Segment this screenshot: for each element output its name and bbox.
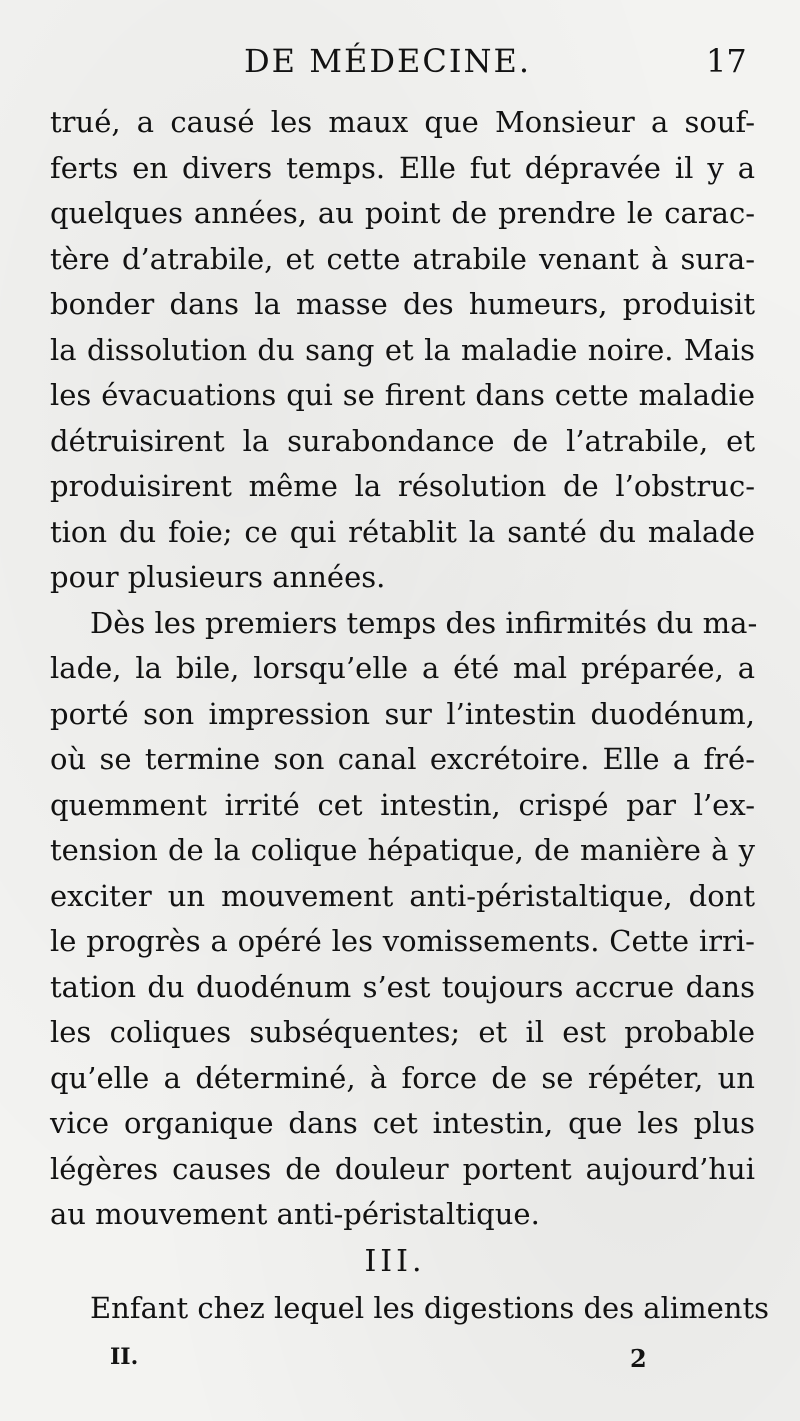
text-line: ferts en divers temps. Elle fut dépravée il y a (50, 150, 755, 185)
page-header (0, 38, 800, 98)
text-line: qu’elle a déterminé, à force de se répéter, un (50, 1060, 755, 1095)
text-line: légères causes de douleur portent aujourd’hui (50, 1151, 755, 1186)
text-line: bonder dans la masse des humeurs, produisit (50, 287, 755, 321)
page-footer (0, 1344, 800, 1384)
text-line: détruisirent la surabondance de l’atrabile, et (50, 423, 755, 458)
text-line: Enfant chez lequel les digestions des aliments (90, 1290, 770, 1325)
text-line: pour plusieurs années. (50, 560, 386, 594)
signature-mark: II. (110, 1344, 139, 1370)
text-line: exciter un mouvement anti-péristaltique, dont (50, 878, 755, 913)
section-heading: III. (364, 1243, 426, 1279)
text-line: produisirent même la résolution de l’obstruc- (50, 469, 755, 503)
text-line: au mouvement anti-péristaltique. (50, 1197, 540, 1231)
text-line: trué, a causé les maux que Monsieur a souf- (50, 105, 755, 139)
text-line: le progrès a opéré les vomissements. Cette irri- (50, 924, 755, 958)
text-line: la dissolution du sang et la maladie noire. Mais (50, 332, 755, 367)
text-line: tation du duodénum s’est toujours accrue dans (50, 969, 755, 1004)
running-title: DE MÉDECINE. (244, 42, 531, 80)
body-text (50, 100, 770, 1331)
text-line: tension de la colique hépatique, de manière à y (50, 833, 755, 867)
text-line: tion du foie; ce qui rétablit la santé du malade (50, 514, 755, 549)
text-line: quemment irrité cet intestin, crispé par l’ex- (50, 787, 755, 822)
page-number: 17 (706, 42, 747, 80)
text-line: les évacuations qui se firent dans cette maladie (50, 378, 755, 412)
text-line: porté son impression sur l’intestin duodénum, (50, 696, 755, 731)
text-line: lade, la bile, lorsqu’elle a été mal préparée, a (50, 651, 755, 685)
text-line: quelques années, au point de prendre le carac- (50, 196, 755, 230)
text-line: vice organique dans cet intestin, que les plus (50, 1106, 755, 1140)
text-line: tère d’atrabile, et cette atrabile venant à sura- (50, 241, 755, 276)
text-line: Dès les premiers temps des infirmités du ma- (90, 605, 758, 640)
footer-number: 2 (630, 1344, 647, 1373)
text-line: où se termine son canal excrétoire. Elle a fré- (50, 742, 755, 776)
text-line: les coliques subséquentes; et il est probable (50, 1015, 755, 1049)
